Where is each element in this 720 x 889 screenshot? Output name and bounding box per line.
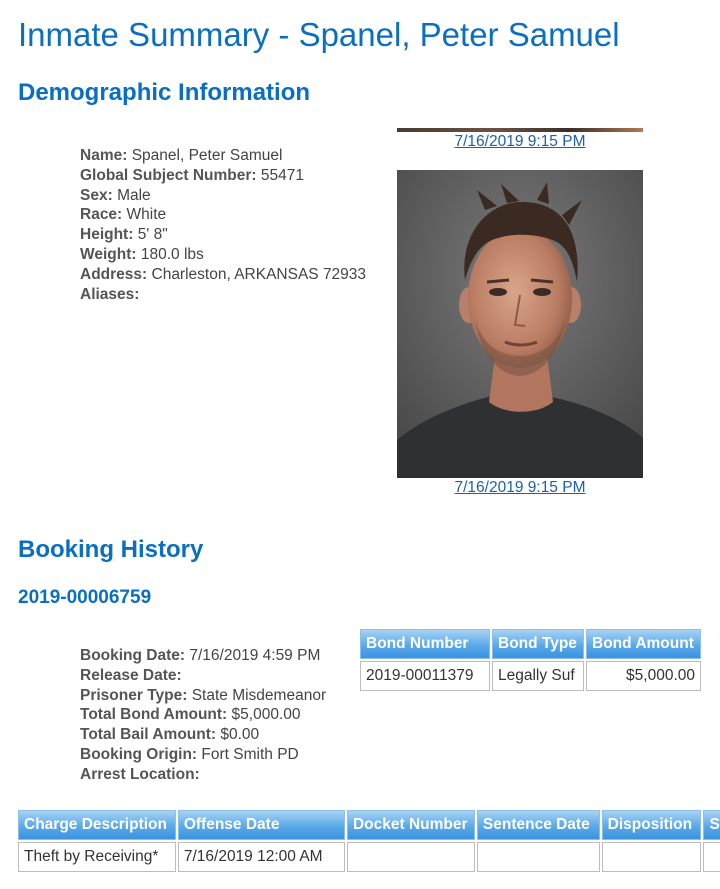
field-release-date: Release Date:: [80, 666, 182, 684]
sentence-header-clipped[interactable]: S: [703, 810, 720, 840]
photo-1-date-link[interactable]: 7/16/2019 9:15 PM: [454, 133, 586, 150]
bond-table: [358, 627, 703, 693]
field-weight: Weight: 180.0 lbs: [80, 245, 204, 263]
charge-table: [16, 808, 720, 874]
field-arrest-location: Arrest Location:: [80, 765, 200, 783]
table-row: [360, 661, 701, 691]
booking-photo-2[interactable]: [397, 170, 643, 478]
charge-description-cell: Theft by Receiving*: [18, 842, 176, 872]
field-global-subject-number: Global Subject Number: 55471: [80, 166, 304, 184]
bond-table-header-row: [360, 629, 701, 659]
sentence-date-cell: [477, 842, 600, 872]
bond-type-cell: Legally Suf: [492, 661, 584, 691]
booking-photo-1[interactable]: [397, 128, 643, 132]
demographic-info: [80, 146, 366, 304]
charge-table-header-row: [18, 810, 720, 840]
booking-number: 2019-00006759: [18, 587, 152, 608]
field-aliases: Aliases:: [80, 285, 140, 303]
offense-date-header[interactable]: Offense Date: [178, 810, 345, 840]
sentence-date-header[interactable]: Sentence Date: [477, 810, 600, 840]
docket-number-header[interactable]: Docket Number: [347, 810, 475, 840]
mugshot-image: [397, 170, 643, 478]
charge-description-header[interactable]: Charge Description: [18, 810, 176, 840]
booking-history-heading: Booking History: [18, 536, 204, 563]
photo-2-date-link[interactable]: 7/16/2019 9:15 PM: [454, 479, 586, 496]
bond-number-cell: 2019-00011379: [360, 661, 490, 691]
field-address: Address: Charleston, ARKANSAS 72933: [80, 265, 367, 283]
sentence-cell-clipped: [703, 842, 720, 872]
bond-amount-cell: $5,000.00: [586, 661, 701, 691]
field-booking-origin: Booking Origin: Fort Smith PD: [80, 745, 299, 763]
disposition-cell: [602, 842, 702, 872]
charge-table-viewport: [16, 808, 720, 889]
field-race: Race: White: [80, 206, 167, 224]
docket-number-cell: [347, 842, 475, 872]
field-booking-date: Booking Date: 7/16/2019 4:59 PM: [80, 647, 321, 664]
table-row: [18, 842, 720, 872]
offense-date-cell: 7/16/2019 12:00 AM: [178, 842, 345, 872]
field-total-bond-amount: Total Bond Amount: $5,000.00: [80, 706, 301, 724]
page-title: Inmate Summary - Spanel, Peter Samuel: [18, 16, 620, 53]
demographic-heading: Demographic Information: [18, 79, 311, 106]
bond-amount-header[interactable]: Bond Amount: [586, 629, 701, 659]
bond-type-header[interactable]: Bond Type: [492, 629, 584, 659]
disposition-header[interactable]: Disposition: [602, 810, 702, 840]
field-sex: Sex: Male: [80, 186, 151, 204]
field-total-bail-amount: Total Bail Amount: $0.00: [80, 726, 260, 744]
booking-info: [80, 646, 326, 785]
bond-number-header[interactable]: Bond Number: [360, 629, 490, 659]
field-prisoner-type: Prisoner Type: State Misdemeanor: [80, 686, 327, 704]
field-height: Height: 5' 8": [80, 226, 168, 244]
field-name: Name: Spanel, Peter Samuel: [80, 147, 283, 164]
